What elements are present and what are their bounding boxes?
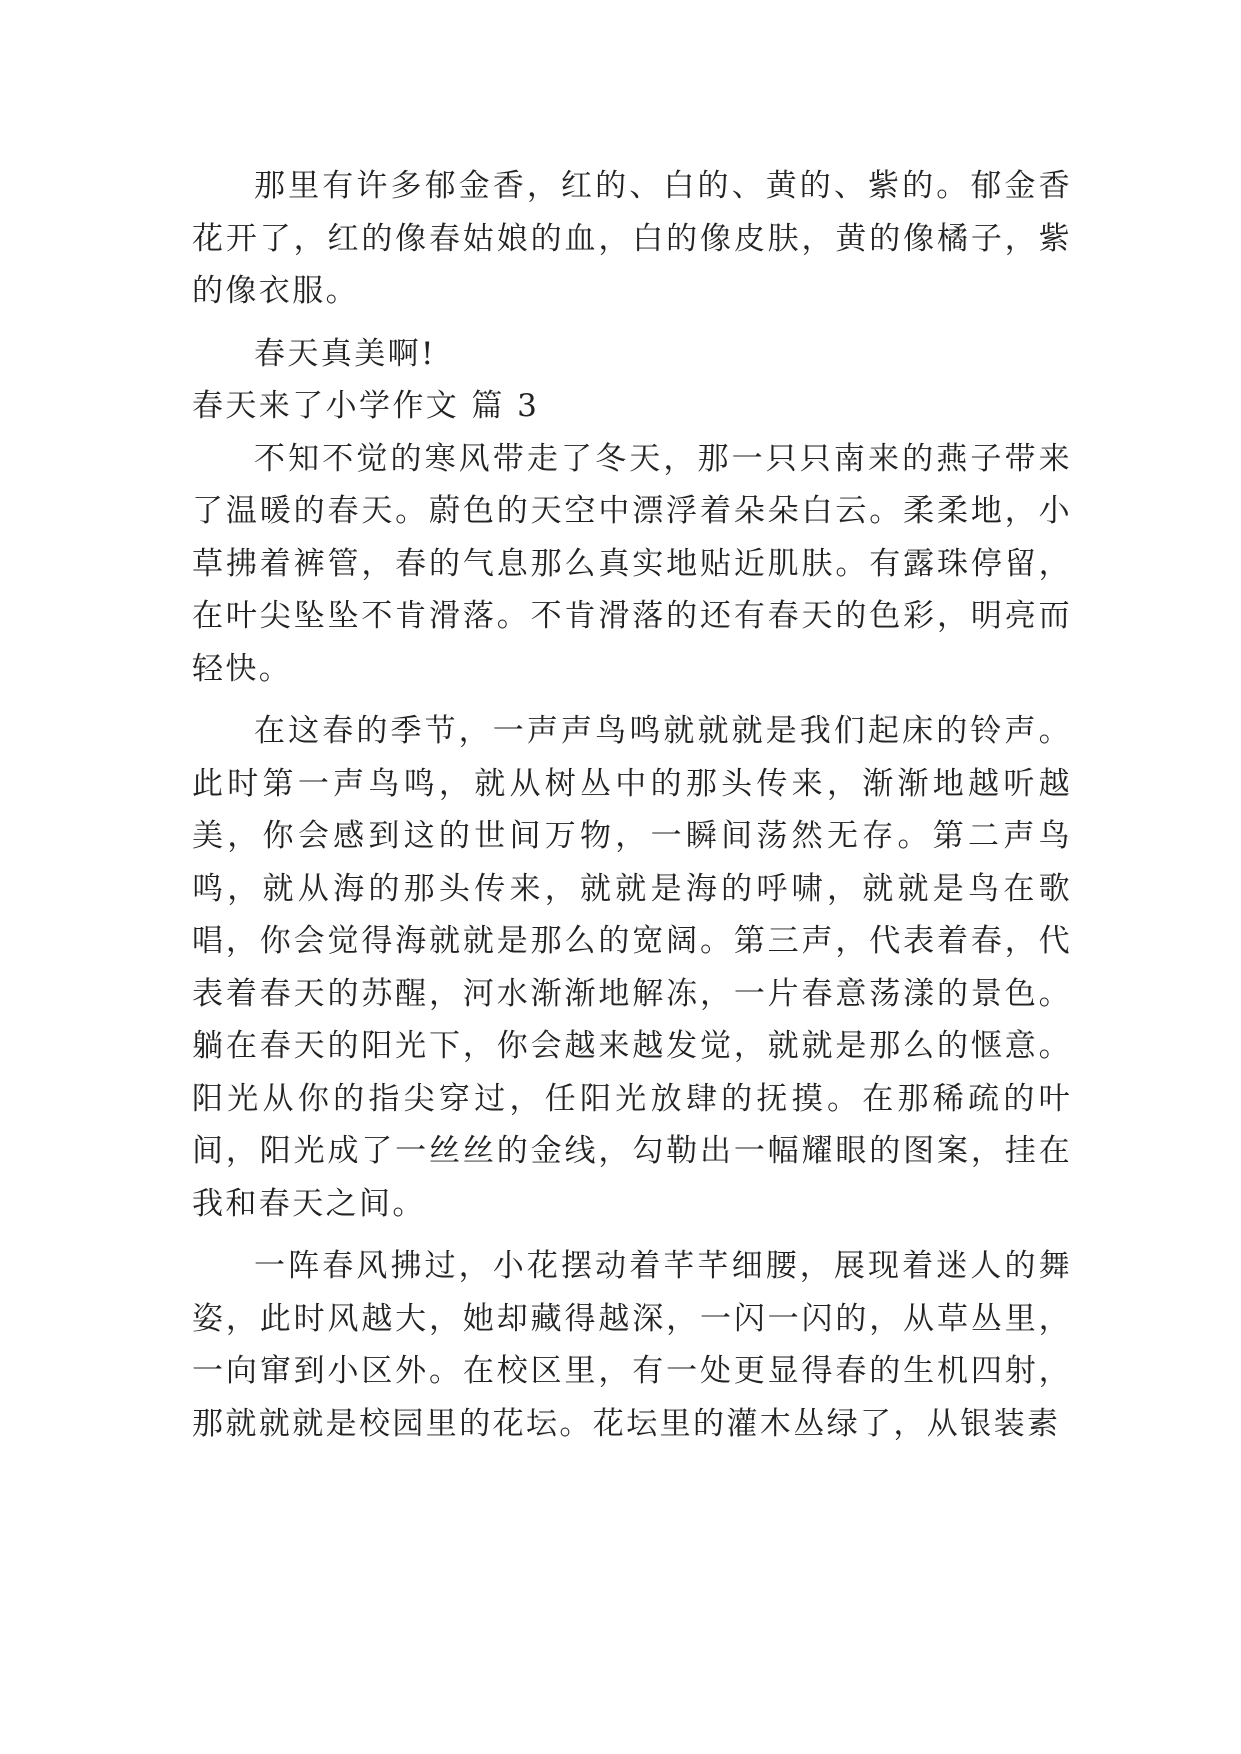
paragraph-birdsong: 在这春的季节，一声声鸟鸣就就就是我们起床的铃声。此时第一声鸟鸣，就从树丛中的那头传来，渐渐地越听越美，你会感到这的世间万物，一瞬间荡然无存。第二声鸟鸣，就从海的那头传来，就就是海的呼啸，就就是鸟在歌唱，你会觉得海就就是那么的宽阔。第三声，代表着春，代表着春天的苏醒，河水渐渐地解冻，一片春意荡漾的景色。躺在春天的阳光下，你会越来越发觉，就就是那么的惬意。阳光从你的指尖穿过，任阳光放肆的抚摸。在那稀疏的叶间，阳光成了一丝丝的金线，勾勒出一幅耀眼的图案，挂在我和春天之间。	[192, 713, 1072, 1222]
paragraph-spring-beautiful: 春天真美啊!	[254, 335, 436, 372]
paragraph-swallows: 不知不觉的寒风带走了冬天，那一只只南来的燕子带来了温暖的春天。蔚色的天空中漂浮着朵朵白云。柔柔地，小草拂着裤管，春的气息那么真实地贴近肌肤。有露珠停留，在叶尖坠坠不肯滑落。不肯滑落的还有春天的色彩，明亮而轻快。	[192, 440, 1072, 687]
section-title: 春天来了小学作文 篇 3	[192, 388, 540, 424]
paragraph-spring-breeze: 一阵春风拂过，小花摆动着芊芊细腰，展现着迷人的舞姿，此时风越大，她却藏得越深，一闪一闪的，从草丛里，一向窜到小区外。在校区里，有一处更显得春的生机四射，那就就就是校园里的花坛。花坛里的灌木丛绿了，从银装素	[192, 1248, 1072, 1442]
paragraph-tulips: 那里有许多郁金香，红的、白的、黄的、紫的。郁金香花开了，红的像春姑娘的血，白的像皮肤，黄的像橘子，紫的像衣服。	[192, 168, 1072, 309]
document-body	[192, 160, 1072, 1460]
